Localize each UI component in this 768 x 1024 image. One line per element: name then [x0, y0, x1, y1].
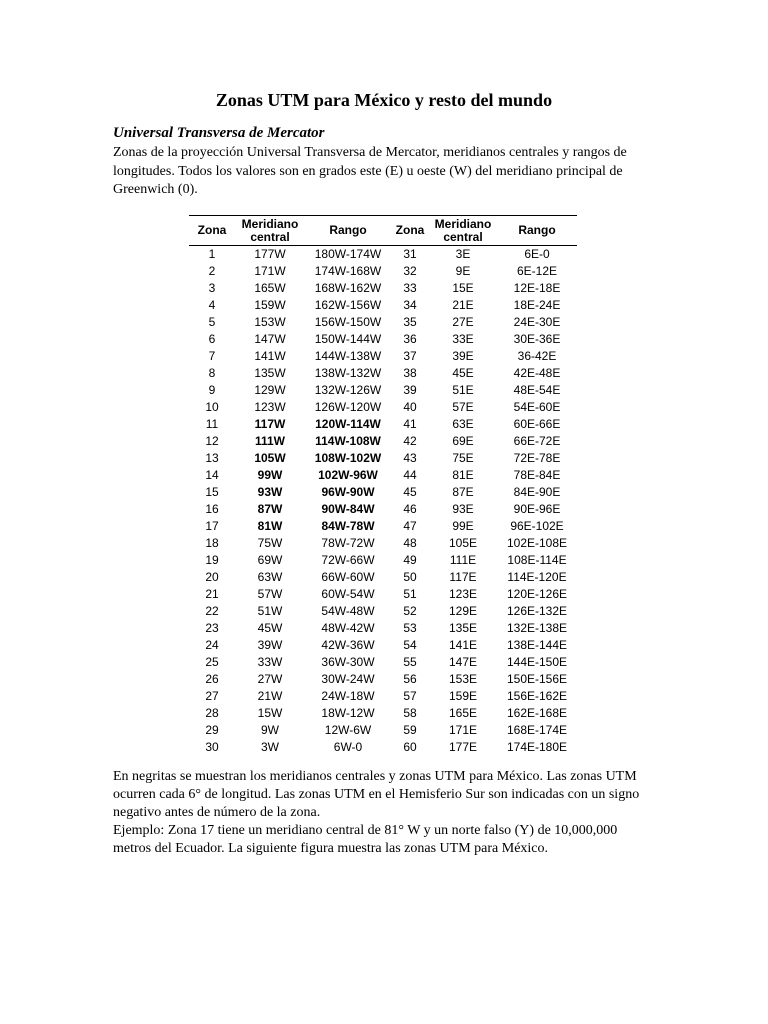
cell-rango-east: 174E-180E — [506, 740, 568, 754]
table-row — [189, 382, 577, 399]
cell-zona-west: 26 — [205, 672, 219, 686]
footer-paragraph-example: Ejemplo: Zona 17 tiene un meridiano central de 81° W y un norte falso (Y) de 10,000,000 metros del Ecuador. La siguiente figura muestra las zonas UTM para México. — [113, 823, 618, 856]
cell-rango-east: 90E-96E — [513, 502, 561, 516]
cell-rango-east: 162E-168E — [506, 706, 568, 720]
cell-zona-west: 16 — [205, 502, 219, 516]
cell-meridiano-east: 147E — [448, 655, 478, 669]
cell-meridiano-east: 9E — [455, 264, 471, 278]
cell-meridiano-west: 33W — [257, 655, 283, 669]
cell-rango-west: 54W-48W — [321, 604, 375, 618]
cell-zona-east: 51 — [403, 587, 417, 601]
cell-rango-west: 180W-174W — [314, 247, 382, 261]
cell-rango-west: 42W-36W — [321, 638, 375, 652]
table-row — [189, 484, 577, 501]
cell-zona-east: 35 — [403, 315, 417, 329]
cell-rango-east: 72E-78E — [513, 451, 561, 465]
cell-rango-east: 102E-108E — [506, 536, 568, 550]
cell-meridiano-east: 81E — [452, 468, 474, 482]
cell-zona-east: 40 — [403, 400, 417, 414]
cell-rango-east: 126E-132E — [506, 604, 568, 618]
cell-rango-west: 36W-30W — [321, 655, 375, 669]
table-row — [189, 280, 577, 297]
cell-zona-east: 49 — [403, 553, 417, 567]
cell-meridiano-west: 147W — [254, 332, 286, 346]
table-row — [189, 365, 577, 382]
cell-zona-east: 55 — [403, 655, 417, 669]
cell-rango-west: 138W-132W — [314, 366, 382, 380]
cell-rango-west: 114W-108W — [315, 434, 381, 448]
cell-rango-east: 78E-84E — [513, 468, 561, 482]
cell-zona-east: 52 — [403, 604, 417, 618]
cell-zona-east: 41 — [403, 417, 417, 431]
cell-meridiano-east: 153E — [448, 672, 478, 686]
cell-meridiano-east: 165E — [448, 706, 478, 720]
cell-rango-west: 6W-0 — [333, 740, 363, 754]
footer-paragraph-bold-note: En negritas se muestran los meridianos centrales y zonas UTM para México. Las zonas UTM ocurren cada 6° de longitud. Las zonas UTM en el Hemisferio Sur son indicadas con un signo negativo antes de número de la zona. — [113, 769, 640, 820]
cell-zona-east: 31 — [403, 247, 417, 261]
cell-meridiano-west: 81W — [257, 519, 283, 533]
cell-meridiano-west: 129W — [254, 383, 286, 397]
cell-zona-west: 21 — [205, 587, 219, 601]
table-row — [189, 467, 577, 484]
cell-rango-east: 138E-144E — [506, 638, 568, 652]
page-title: Zonas UTM para México y resto del mundo — [215, 90, 553, 110]
cell-zona-west: 23 — [205, 621, 219, 635]
cell-zona-east: 34 — [403, 298, 417, 312]
cell-rango-east: 54E-60E — [513, 400, 561, 414]
table-row — [189, 671, 577, 688]
cell-rango-east: 48E-54E — [513, 383, 561, 397]
cell-rango-east: 12E-18E — [513, 281, 561, 295]
cell-rango-east: 114E-120E — [507, 570, 567, 584]
cell-zona-east: 53 — [403, 621, 417, 635]
cell-zona-west: 17 — [205, 519, 219, 533]
cell-meridiano-west: 159W — [254, 298, 286, 312]
cell-zona-east: 47 — [403, 519, 417, 533]
cell-rango-east: 156E-162E — [506, 689, 568, 703]
cell-meridiano-west: 69W — [257, 553, 283, 567]
cell-meridiano-east: 171E — [448, 723, 478, 737]
cell-zona-west: 25 — [205, 655, 219, 669]
table-row — [189, 297, 577, 314]
table-row — [189, 416, 577, 433]
cell-meridiano-east: 87E — [452, 485, 474, 499]
table-row — [189, 569, 577, 586]
cell-rango-east: 60E-66E — [513, 417, 561, 431]
table-row — [189, 535, 577, 552]
cell-zona-west: 11 — [205, 417, 219, 431]
cell-zona-west: 27 — [205, 689, 219, 703]
intro-paragraph: Zonas de la proyección Universal Transversa de Mercator, meridianos centrales y rangos de longitudes. Todos los valores son en grados este (E) u oeste (W) del meridiano principal de Greenwich (0). — [113, 145, 627, 197]
cell-meridiano-east: 45E — [452, 366, 474, 380]
cell-meridiano-west: 111W — [254, 434, 286, 448]
cell-zona-east: 50 — [403, 570, 417, 584]
section-subtitle: Universal Transversa de Mercator — [113, 125, 325, 141]
cell-meridiano-west: 39W — [257, 638, 283, 652]
table-row — [189, 722, 577, 739]
cell-rango-west: 18W-12W — [321, 706, 375, 720]
cell-meridiano-east: 33E — [452, 332, 474, 346]
table-row — [189, 399, 577, 416]
cell-meridiano-east: 93E — [452, 502, 474, 516]
cell-rango-east: 6E-0 — [524, 247, 550, 261]
header-zona-2: Zona — [391, 216, 429, 246]
cell-meridiano-east: 135E — [448, 621, 478, 635]
cell-rango-west: 72W-66W — [321, 553, 375, 567]
header-meridiano-1: Meridiano central — [235, 216, 305, 246]
cell-zona-west: 29 — [205, 723, 219, 737]
cell-meridiano-east: 27E — [452, 315, 474, 329]
cell-meridiano-west: 177W — [254, 247, 286, 261]
table-row — [189, 705, 577, 722]
cell-rango-west: 150W-144W — [314, 332, 382, 346]
header-zona-1: Zona — [189, 216, 235, 246]
header-rango-1: Rango — [305, 216, 391, 246]
cell-meridiano-west: 51W — [257, 604, 283, 618]
header-meridiano-2: Meridiano central — [429, 216, 497, 246]
cell-rango-west: 66W-60W — [321, 570, 375, 584]
table-row — [189, 246, 577, 264]
cell-meridiano-west: 9W — [261, 723, 279, 737]
cell-zona-west: 30 — [205, 740, 219, 754]
table-row — [189, 654, 577, 671]
cell-rango-west: 60W-54W — [321, 587, 375, 601]
cell-zona-east: 57 — [403, 689, 417, 703]
cell-meridiano-west: 117W — [254, 417, 286, 431]
cell-zona-west: 14 — [205, 468, 219, 482]
cell-zona-east: 37 — [403, 349, 417, 363]
table-row — [189, 314, 577, 331]
cell-zona-east: 56 — [403, 672, 417, 686]
cell-rango-east: 132E-138E — [506, 621, 568, 635]
table-header-row — [189, 216, 577, 246]
cell-meridiano-east: 141E — [448, 638, 478, 652]
cell-zona-east: 42 — [403, 434, 417, 448]
table-row — [189, 620, 577, 637]
table-row — [189, 263, 577, 280]
header-rango-2: Rango — [497, 216, 577, 246]
cell-rango-east: 168E-174E — [506, 723, 568, 737]
cell-zona-east: 36 — [403, 332, 417, 346]
cell-rango-west: 96W-90W — [321, 485, 375, 499]
cell-meridiano-east: 159E — [448, 689, 478, 703]
table-row — [189, 637, 577, 654]
table-row — [189, 331, 577, 348]
cell-zona-west: 13 — [205, 451, 219, 465]
cell-zona-east: 38 — [403, 366, 417, 380]
cell-meridiano-east: 39E — [452, 349, 474, 363]
cell-zona-east: 44 — [403, 468, 417, 482]
cell-zona-west: 28 — [205, 706, 219, 720]
cell-zona-east: 32 — [403, 264, 417, 278]
cell-rango-west: 84W-78W — [321, 519, 375, 533]
cell-rango-west: 162W-156W — [314, 298, 382, 312]
cell-zona-east: 54 — [403, 638, 417, 652]
cell-rango-west: 120W-114W — [315, 417, 381, 431]
cell-rango-east: 144E-150E — [506, 655, 568, 669]
cell-meridiano-east: 111E — [449, 553, 477, 567]
cell-zona-west: 22 — [205, 604, 219, 618]
cell-zona-west: 12 — [205, 434, 219, 448]
cell-rango-east: 108E-114E — [507, 553, 567, 567]
cell-rango-west: 132W-126W — [314, 383, 382, 397]
table-row — [189, 688, 577, 705]
cell-meridiano-west: 75W — [257, 536, 283, 550]
cell-zona-east: 43 — [403, 451, 417, 465]
cell-meridiano-west: 99W — [257, 468, 283, 482]
utm-zones-table — [189, 215, 577, 756]
cell-zona-west: 18 — [205, 536, 219, 550]
table-row — [189, 501, 577, 518]
cell-meridiano-east: 63E — [452, 417, 474, 431]
table-row — [189, 739, 577, 756]
cell-meridiano-west: 105W — [254, 451, 286, 465]
cell-zona-west: 2 — [208, 264, 216, 278]
cell-meridiano-west: 171W — [254, 264, 286, 278]
cell-rango-west: 30W-24W — [321, 672, 375, 686]
cell-meridiano-east: 123E — [448, 587, 478, 601]
cell-meridiano-west: 87W — [257, 502, 283, 516]
footer-notes — [113, 768, 643, 858]
cell-meridiano-east: 105E — [448, 536, 478, 550]
cell-meridiano-east: 69E — [452, 434, 474, 448]
table-row — [189, 450, 577, 467]
cell-meridiano-west: 135W — [254, 366, 286, 380]
table-row — [189, 552, 577, 569]
cell-meridiano-west: 21W — [257, 689, 283, 703]
cell-zona-west: 5 — [208, 315, 216, 329]
cell-rango-west: 48W-42W — [321, 621, 375, 635]
cell-zona-west: 9 — [208, 383, 216, 397]
table-row — [189, 603, 577, 620]
cell-zona-east: 33 — [403, 281, 417, 295]
cell-rango-east: 18E-24E — [513, 298, 561, 312]
cell-rango-east: 36-42E — [517, 349, 557, 363]
cell-meridiano-east: 3E — [455, 247, 471, 261]
cell-zona-west: 8 — [208, 366, 216, 380]
cell-rango-east: 6E-12E — [516, 264, 558, 278]
cell-zona-west: 4 — [208, 298, 216, 312]
cell-zona-west: 20 — [205, 570, 219, 584]
cell-zona-west: 19 — [205, 553, 219, 567]
cell-rango-east: 84E-90E — [513, 485, 561, 499]
cell-meridiano-east: 15E — [452, 281, 474, 295]
cell-zona-west: 24 — [205, 638, 219, 652]
cell-meridiano-west: 63W — [257, 570, 283, 584]
cell-rango-west: 102W-96W — [318, 468, 378, 482]
cell-rango-west: 156W-150W — [314, 315, 382, 329]
cell-rango-west: 24W-18W — [321, 689, 375, 703]
table-row — [189, 348, 577, 365]
cell-zona-west: 3 — [208, 281, 216, 295]
cell-zona-east: 60 — [403, 740, 417, 754]
cell-rango-west: 126W-120W — [314, 400, 382, 414]
cell-meridiano-east: 21E — [452, 298, 474, 312]
cell-meridiano-east: 99E — [452, 519, 474, 533]
cell-meridiano-east: 129E — [448, 604, 478, 618]
cell-meridiano-west: 93W — [257, 485, 283, 499]
cell-meridiano-east: 177E — [448, 740, 478, 754]
cell-meridiano-west: 153W — [254, 315, 286, 329]
cell-meridiano-west: 3W — [261, 740, 279, 754]
cell-rango-east: 42E-48E — [513, 366, 561, 380]
cell-rango-east: 150E-156E — [506, 672, 568, 686]
cell-rango-west: 78W-72W — [321, 536, 375, 550]
cell-meridiano-west: 57W — [257, 587, 283, 601]
cell-rango-west: 90W-84W — [321, 502, 375, 516]
cell-zona-east: 58 — [403, 706, 417, 720]
cell-meridiano-west: 141W — [254, 349, 286, 363]
cell-zona-east: 39 — [403, 383, 417, 397]
cell-meridiano-west: 165W — [254, 281, 286, 295]
cell-meridiano-east: 117E — [449, 570, 477, 584]
cell-zona-east: 59 — [403, 723, 417, 737]
cell-zona-west: 15 — [205, 485, 219, 499]
cell-rango-east: 66E-72E — [513, 434, 561, 448]
table-body — [189, 246, 577, 757]
cell-meridiano-east: 51E — [452, 383, 474, 397]
cell-meridiano-west: 123W — [254, 400, 286, 414]
cell-rango-east: 24E-30E — [513, 315, 561, 329]
table-row — [189, 586, 577, 603]
cell-rango-west: 174W-168W — [314, 264, 382, 278]
table-row — [189, 433, 577, 450]
cell-zona-east: 46 — [403, 502, 417, 516]
cell-zona-west: 7 — [208, 349, 216, 363]
cell-rango-west: 144W-138W — [314, 349, 382, 363]
cell-zona-east: 48 — [403, 536, 417, 550]
cell-meridiano-east: 75E — [452, 451, 474, 465]
cell-rango-east: 120E-126E — [506, 587, 568, 601]
cell-zona-west: 10 — [205, 400, 219, 414]
cell-zona-west: 6 — [208, 332, 216, 346]
cell-meridiano-west: 15W — [257, 706, 283, 720]
cell-meridiano-east: 57E — [452, 400, 474, 414]
cell-rango-west: 108W-102W — [314, 451, 382, 465]
cell-zona-west: 1 — [208, 247, 216, 261]
cell-meridiano-west: 27W — [257, 672, 283, 686]
cell-rango-west: 12W-6W — [324, 723, 372, 737]
cell-zona-east: 45 — [403, 485, 417, 499]
cell-meridiano-west: 45W — [257, 621, 283, 635]
table-row — [189, 518, 577, 535]
cell-rango-east: 30E-36E — [513, 332, 561, 346]
cell-rango-east: 96E-102E — [510, 519, 564, 533]
cell-rango-west: 168W-162W — [314, 281, 382, 295]
